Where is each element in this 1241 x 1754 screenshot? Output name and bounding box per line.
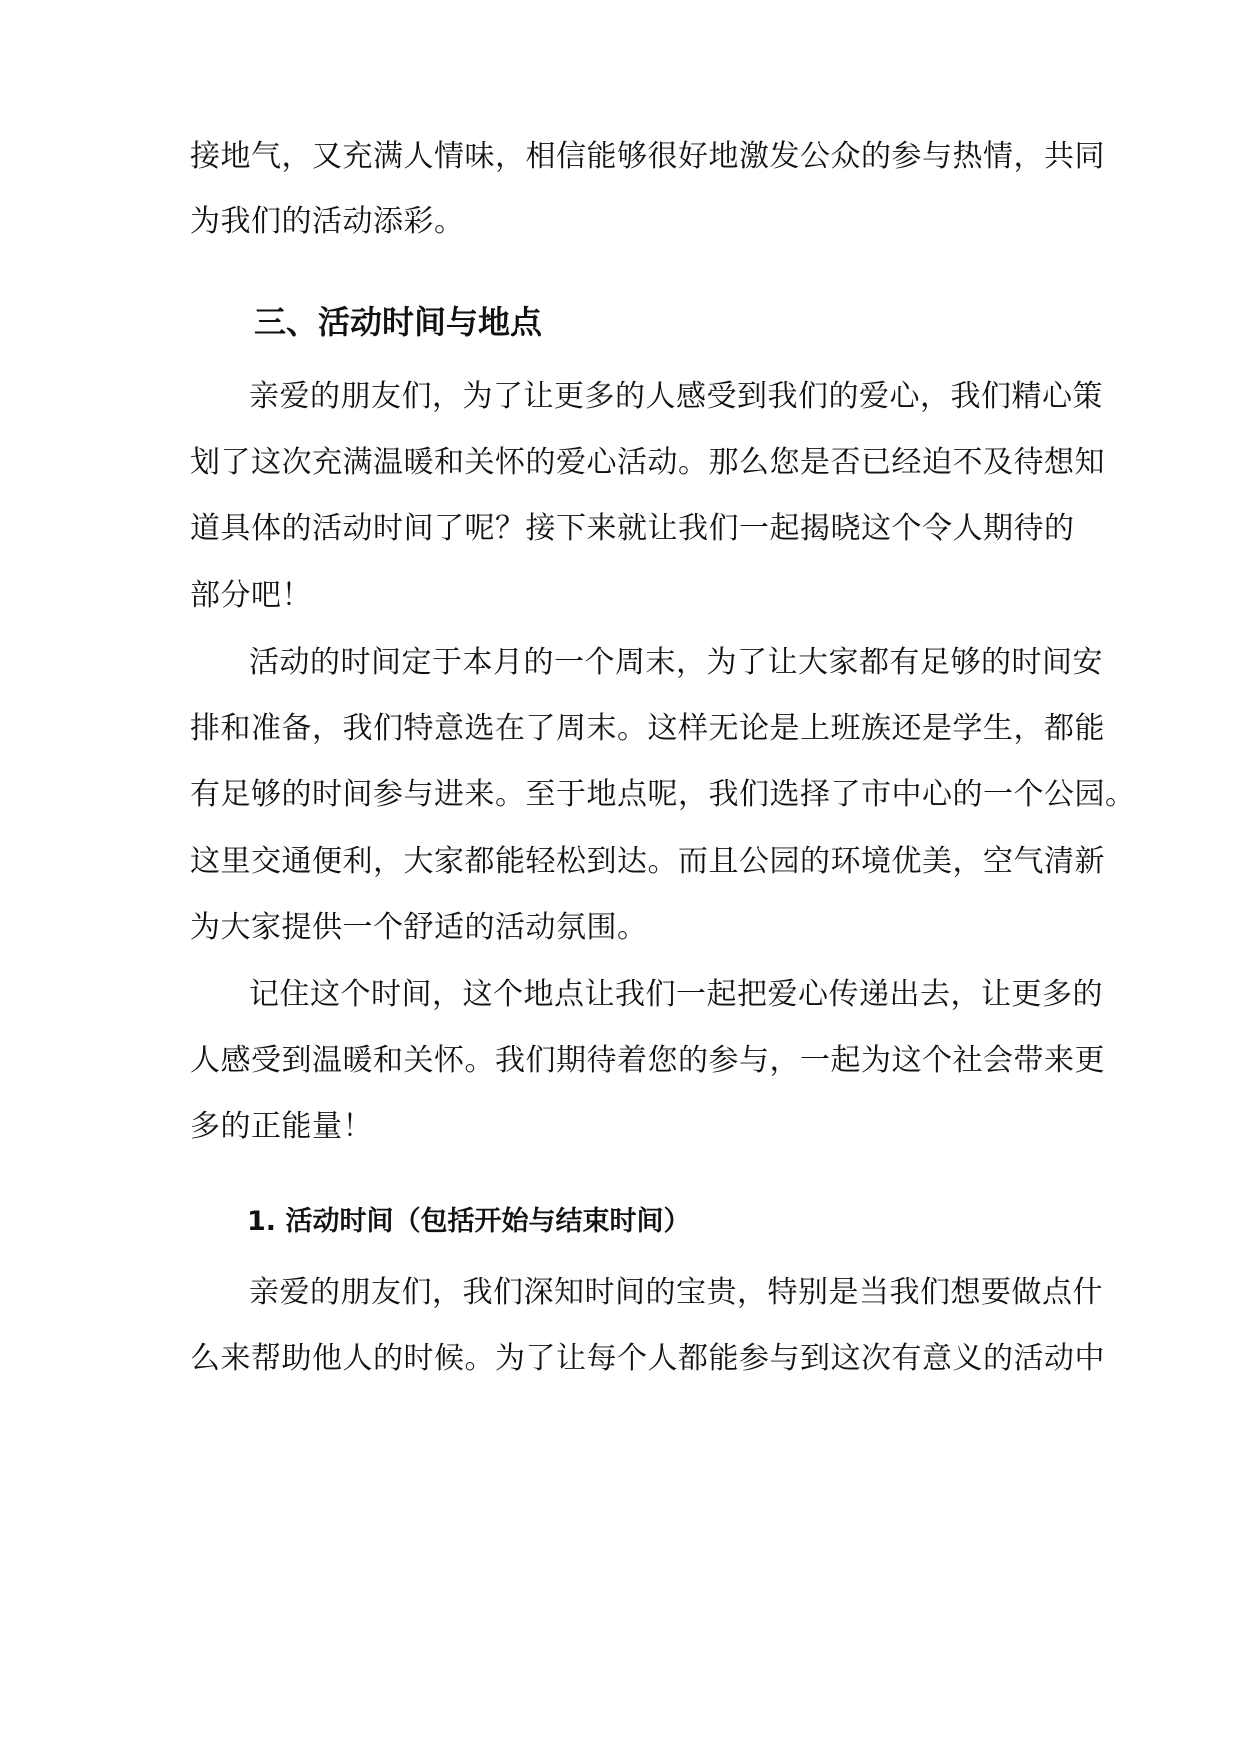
paragraph-line: 多的正能量！: [190, 1109, 373, 1144]
paragraph-line: 记住这个时间，这个地点让我们一起把爱心传递出去，让更多的: [249, 977, 1103, 1012]
paragraph-line: 亲爱的朋友们，为了让更多的人感受到我们的爱心，我们精心策: [249, 379, 1103, 414]
paragraph-line: 为大家提供一个舒适的活动氛围。: [190, 910, 648, 945]
section-heading: 三、活动时间与地点: [254, 303, 543, 341]
paragraph-line: 有足够的时间参与进来。至于地点呢，我们选择了市中心的一个公园。: [190, 777, 1136, 812]
paragraph-line: 亲爱的朋友们，我们深知时间的宝贵，特别是当我们想要做点什: [249, 1275, 1103, 1310]
paragraph-line: 道具体的活动时间了呢？接下来就让我们一起揭晓这个令人期待的: [190, 511, 1075, 546]
paragraph-line: 接地气，又充满人情味，相信能够很好地激发公众的参与热情，共同: [190, 139, 1105, 174]
paragraph-line: 排和准备，我们特意选在了周末。这样无论是上班族还是学生，都能: [190, 711, 1105, 746]
subsection-heading: 1. 活动时间（包括开始与结束时间）: [247, 1206, 691, 1237]
paragraph-line: 么来帮助他人的时候。为了让每个人都能参与到这次有意义的活动中: [190, 1341, 1105, 1376]
paragraph-line: 划了这次充满温暖和关怀的爱心活动。那么您是否已经迫不及待想知: [190, 445, 1105, 480]
paragraph-line: 为我们的活动添彩。: [190, 204, 465, 239]
paragraph-line: 人感受到温暖和关怀。我们期待着您的参与，一起为这个社会带来更: [190, 1043, 1105, 1078]
paragraph-line: 这里交通便利，大家都能轻松到达。而且公园的环境优美，空气清新: [190, 844, 1105, 879]
paragraph-line: 活动的时间定于本月的一个周末，为了让大家都有足够的时间安: [249, 645, 1103, 680]
paragraph-line: 部分吧！: [190, 578, 312, 613]
